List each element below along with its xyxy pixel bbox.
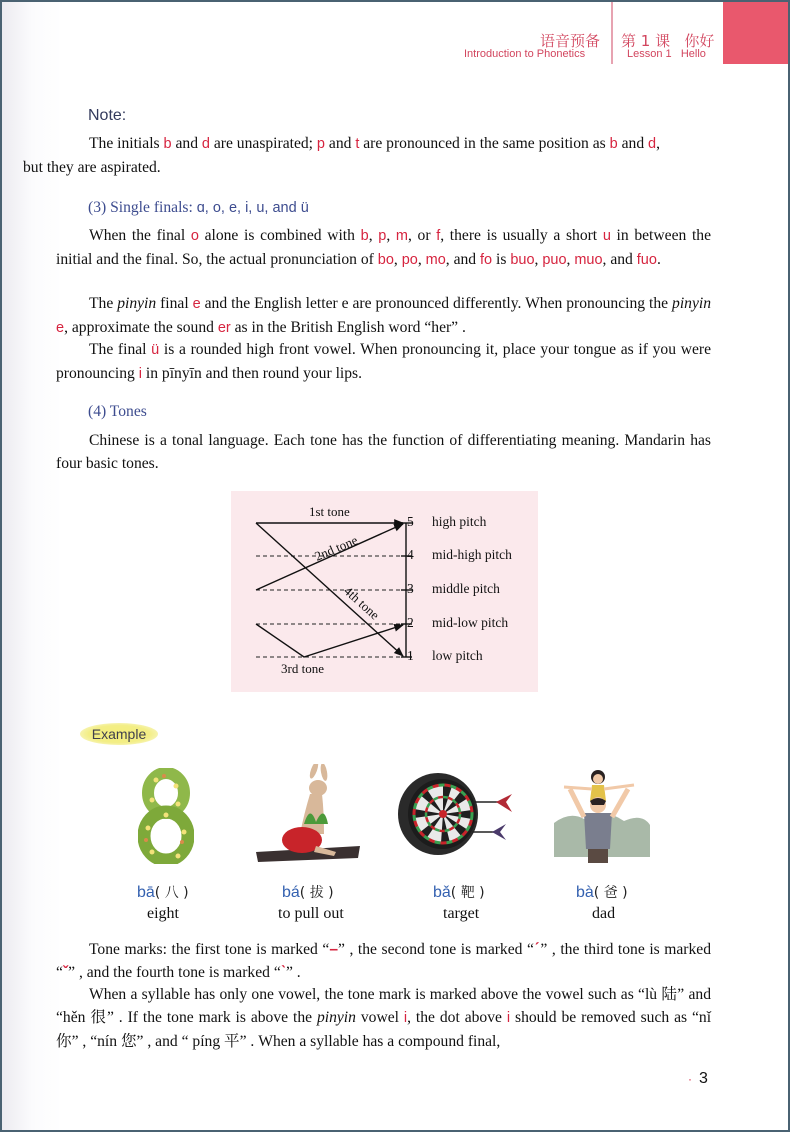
example-1-pinyin: bā( 八 ) <box>137 884 189 901</box>
fourth-tone-mark: ˋ <box>280 964 286 981</box>
example-4-pinyin: bà( 爸 ) <box>576 884 628 901</box>
svg-text:4th tone: 4th tone <box>340 583 383 623</box>
pitch-level-3: 3 <box>407 581 414 596</box>
header-section-en: Introduction to Phonetics <box>464 48 586 60</box>
section-3-paragraph-3: The final ü is a rounded high front vowel. When pronouncing it, place your tongue as if you were pronouncing i in pīnyīn and then round your lips. <box>56 341 711 382</box>
header-lesson-cn: 第 1 课 你好 <box>621 32 715 50</box>
section-3-heading: (3) Single finals: ɑ, o, e, i, u, and ü <box>88 199 309 216</box>
tone-pitch-diagram <box>231 491 538 692</box>
tone-marks-paragraph: Tone marks: the first tone is marked “–” , the second tone is marked “ˊ” , the third tone is marked “ˇ” , and the fourth tone is marked “ˋ” . <box>56 941 712 981</box>
pitch-level-4: 4 <box>407 547 414 562</box>
number-eight-image <box>138 768 194 864</box>
svg-text:1st tone: 1st tone <box>309 504 350 519</box>
pitch-level-1: 1 <box>407 648 414 663</box>
section-4-heading: (4) Tones <box>88 403 147 420</box>
example-3-pinyin: bǎ( 靶 ) <box>433 884 485 901</box>
example-1-gloss: eight <box>147 905 179 922</box>
pitch-label-high: high pitch <box>432 514 487 529</box>
second-tone-mark: ˊ <box>533 941 541 958</box>
svg-text:3rd tone: 3rd tone <box>281 661 324 676</box>
pitch-label-low: low pitch <box>432 648 483 663</box>
example-3-gloss: target <box>443 905 480 922</box>
header-color-block <box>723 2 788 64</box>
pitch-label-mid-high: mid-high pitch <box>432 547 512 562</box>
section-3-paragraph-1: When the final o alone is combined with b, p, m, or f, there is usually a short u in between the initial and the final. So, the actual pronunciation of bo, po, mo, and fo is buo, puo, muo, and fuo. <box>56 227 712 268</box>
dartboard-image <box>398 772 516 856</box>
third-tone-mark: ˇ <box>62 964 69 981</box>
example-badge: Example <box>80 723 158 745</box>
father-carrying-daughter-image <box>554 767 652 863</box>
pitch-label-mid-low: mid-low pitch <box>432 615 509 630</box>
page-number: · 3 <box>688 1070 708 1087</box>
header-lesson-en: Lesson 1 Hello <box>627 48 706 60</box>
section-4-paragraph: Chinese is a tonal language. Each tone has the function of differentiating meaning. Mandarin has four basic tones. <box>56 432 711 472</box>
rabbit-pulling-radish-image <box>254 764 362 864</box>
section-3-paragraph-2: The pinyin final e and the English letter e are pronounced differently. When pronouncing the pinyin e, approximate the sound er as in the British English word “her” . <box>56 295 711 336</box>
header-divider <box>611 2 613 64</box>
first-tone-mark: – <box>329 941 338 958</box>
pitch-label-middle: middle pitch <box>432 581 500 596</box>
textbook-page <box>2 2 788 1130</box>
tone-placement-paragraph: When a syllable has only one vowel, the tone mark is marked above the vowel such as “lù 陆” and “hěn 很” . If the tone mark is above the pinyin vowel i, the dot above i should be removed such as “nǐ 你” , “nín 您” , and “ píng 平” . When a syllable has a compound final, <box>56 986 712 1050</box>
header-section-cn: 语音预备 <box>540 32 601 50</box>
pitch-level-2: 2 <box>407 615 414 630</box>
svg-text:2nd tone: 2nd tone <box>312 532 360 564</box>
note-title: Note: <box>88 107 127 124</box>
example-2-pinyin: bá( 拔 ) <box>282 884 334 901</box>
example-4-gloss: dad <box>592 905 616 922</box>
example-2-gloss: to pull out <box>278 905 344 922</box>
note-paragraph: The initials b and d are unaspirated; p and t are pronounced in the same position as b and d, but they are aspirated. <box>23 135 661 176</box>
pitch-level-5: 5 <box>407 514 414 529</box>
